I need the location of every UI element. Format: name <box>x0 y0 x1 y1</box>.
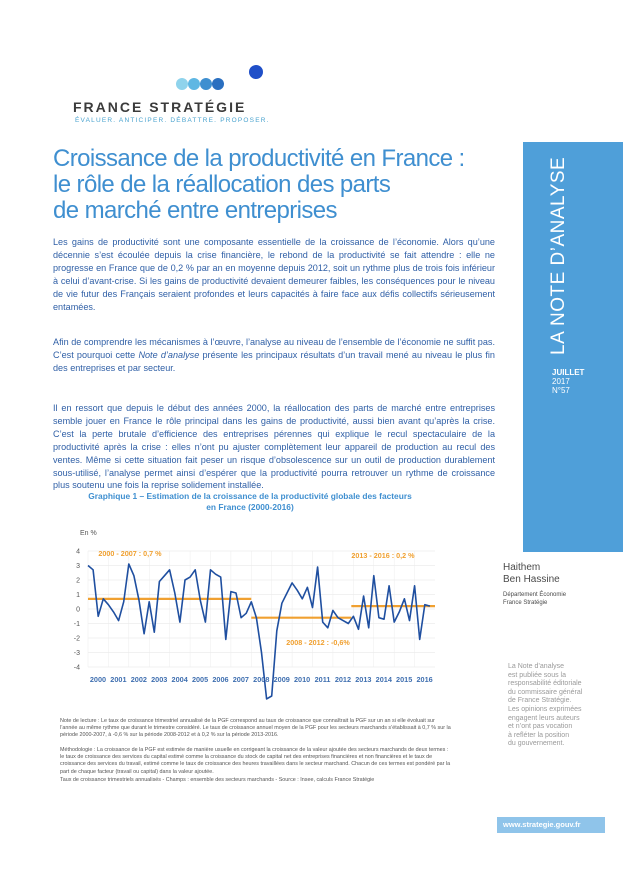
x-tick-label: 2001 <box>110 675 127 684</box>
note-line: à refléter la position <box>508 731 570 739</box>
average-label: 2013 - 2016 : 0,2 % <box>351 551 415 560</box>
author-name <box>503 562 560 586</box>
intro-paragraph-3: Il en ressort que depuis le début des années 2000, la réallocation des parts de marché entre entreprises semble jouer en France le rôle principal dans les gains de productivité, aussi bien avant qu’après la crise. C’est la perte brutale d’efficience des entreprises pérennes qui explique le recul spectaculaire de la productivité après la crise : elles n’ont pu ajuster complètement leur appareil de production au recul des ventes. Même si cette situation fait peser un risque d’obsolescence sur un outil de production durablement sous-utilisé, l’analyse permet ainsi d’espérer que la productivité pourra retrouver un rythme de croissance plus soutenu une fois la reprise solidement installée. <box>53 403 495 491</box>
editorial-note <box>508 663 603 749</box>
logo-mark <box>176 64 266 94</box>
x-tick-label: 2007 <box>232 675 249 684</box>
x-tick-label: 2015 <box>396 675 413 684</box>
y-tick-label: -2 <box>73 635 80 643</box>
title-line: le rôle de la réallocation des parts <box>53 171 391 198</box>
issue-month: JUILLET <box>552 368 585 377</box>
author-department <box>503 592 566 607</box>
note-line: de France Stratégie. <box>508 697 572 705</box>
note-line: engagent leurs auteurs <box>508 714 580 722</box>
y-tick-label: 3 <box>76 563 80 570</box>
website-link[interactable]: www.strategie.gouv.fr <box>503 820 581 829</box>
chart-methodology-note: Méthodologie : La croissance de la PGF est estimée de manière usuelle en corrigeant la croissance de la valeur ajoutée des secteurs marchands de deux termes : le taux de croissance des services du capital estimé comme la croissance du stock de capital net des entreprises financières et non financières et le taux de croissance des services du travail, estimé comme le taux de croissance des heures travaillées dans le secteur marchand. Chacun de ces termes est pondéré par la part de chaque facteur (travail ou capital) dans la valeur ajoutée. <box>60 747 451 775</box>
note-line: responsabilité éditoriale <box>508 680 582 688</box>
x-tick-label: 2002 <box>130 675 147 684</box>
paragraph-text: Afin de comprendre les mécanismes à l’œuvre, l’analyse au niveau de l’ensemble de l’économie ne suffit pas. C’est pourquoi cette <box>53 337 495 360</box>
chart-source-note: Taux de croissance trimestriels annualisés - Champs : ensemble des secteurs marchands - Source : Insee, calculs France Stratégie <box>60 777 375 783</box>
author-first-name: Haithem <box>503 562 541 573</box>
y-tick-label: -1 <box>73 621 80 628</box>
chart-reading-note: Note de lecture : Le taux de croissance trimestriel annualisé de la PGF correspond au taux de croissance que connaîtrait la PGF sur un an si elle évoluait sur l’année au même rythme que durant le trimestre considéré. Le taux de croissance annuel moyen de la PGF pour les secteurs marchands s’établissait à 0,7 % sur la période 2000-2007, à -0,6 % sur la période 2008-2012 et à 0,2 % sur la période 2013-2016. <box>60 718 451 739</box>
author-last-name: Ben Hassine <box>503 574 560 585</box>
average-label: 2000 - 2007 : 0,7 % <box>98 549 162 558</box>
note-line: La Note d’analyse <box>508 663 565 670</box>
x-tick-label: 2008 <box>253 675 270 684</box>
note-line: est publiée sous la <box>508 671 566 679</box>
note-line: du commissaire général <box>508 688 583 696</box>
y-tick-label: 1 <box>76 592 80 599</box>
y-axis-label: En % <box>80 530 97 537</box>
average-label: 2008 - 2012 : -0,6% <box>286 638 350 647</box>
brand-name: FRANCE STRATÉGIE <box>73 99 247 115</box>
y-tick-label: 2 <box>76 577 80 585</box>
productivity-chart <box>60 525 440 715</box>
title-line: de marché entre entreprises <box>53 197 337 224</box>
x-tick-label: 2013 <box>355 675 372 684</box>
paragraph-text: présente les principaux résultats d’un travail mené au niveau le plus fin des entreprises et par secteur. <box>53 349 495 373</box>
paragraph-italic-text: Note d’analyse <box>138 349 200 360</box>
logo-dot-5 <box>249 65 263 79</box>
y-tick-label: -3 <box>73 650 80 657</box>
x-tick-label: 2009 <box>273 675 290 684</box>
x-tick-label: 2000 <box>89 675 107 684</box>
x-tick-label: 2011 <box>314 675 331 684</box>
issue-number: N°57 <box>552 386 570 395</box>
x-tick-label: 2005 <box>191 675 209 684</box>
chart-title-line: en France (2000-2016) <box>206 502 294 512</box>
logo-dot-2 <box>188 78 200 90</box>
series-title: LA NOTE D’ANALYSE <box>548 156 569 355</box>
y-tick-label: -4 <box>73 664 80 672</box>
x-tick-label: 2014 <box>375 675 392 684</box>
author-dept-line: France Stratégie <box>503 599 548 606</box>
y-tick-label: 0 <box>76 606 80 614</box>
note-line: Les opinions exprimées <box>508 705 582 713</box>
intro-paragraph-1: Les gains de productivité sont une composante essentielle de la croissance de l’économie. Alors qu’une décennie s’est écoulée depuis la crise financière, le rebond de la productivité se fait attendre : elle ne progresse en France que de 0,2 % par an en moyenne depuis 2012, soit un rythme plus de trois fois inférieur à celui d’avant-crise. Si les gains de productivité devaient demeurer faibles, les conséquences pour le niveau de vie futur des Français seraient profondes et leurs capacités à faire face aux défis collectifs sérieusement entamées. <box>53 237 495 312</box>
x-tick-label: 2012 <box>334 675 352 684</box>
note-line: et n’ont pas vocation <box>508 723 573 731</box>
x-tick-label: 2006 <box>212 675 229 684</box>
author-dept-line: Département Économie <box>503 592 567 598</box>
x-tick-label: 2010 <box>294 675 311 684</box>
title-line: Croissance de la productivité en France : <box>53 145 465 172</box>
issue-year: 2017 <box>552 377 570 386</box>
x-tick-label: 2003 <box>151 675 168 684</box>
intro-paragraph-2 <box>53 336 495 375</box>
brand-tagline: ÉVALUER. ANTICIPER. DÉBATTRE. PROPOSER. <box>75 117 270 124</box>
logo-dot-3 <box>200 78 212 90</box>
y-tick-label: 4 <box>76 548 80 556</box>
chart-title <box>60 491 440 513</box>
logo-dot-1 <box>176 78 188 90</box>
sidebar-band <box>523 142 623 552</box>
chart-title-line: Graphique 1 – Estimation de la croissance de la productivité globale des facteurs <box>88 491 412 501</box>
page-title <box>53 146 493 224</box>
note-line: du gouvernement. <box>508 740 565 748</box>
logo-dot-4 <box>212 78 224 90</box>
x-tick-label: 2004 <box>171 675 188 684</box>
x-tick-label: 2016 <box>416 675 433 684</box>
